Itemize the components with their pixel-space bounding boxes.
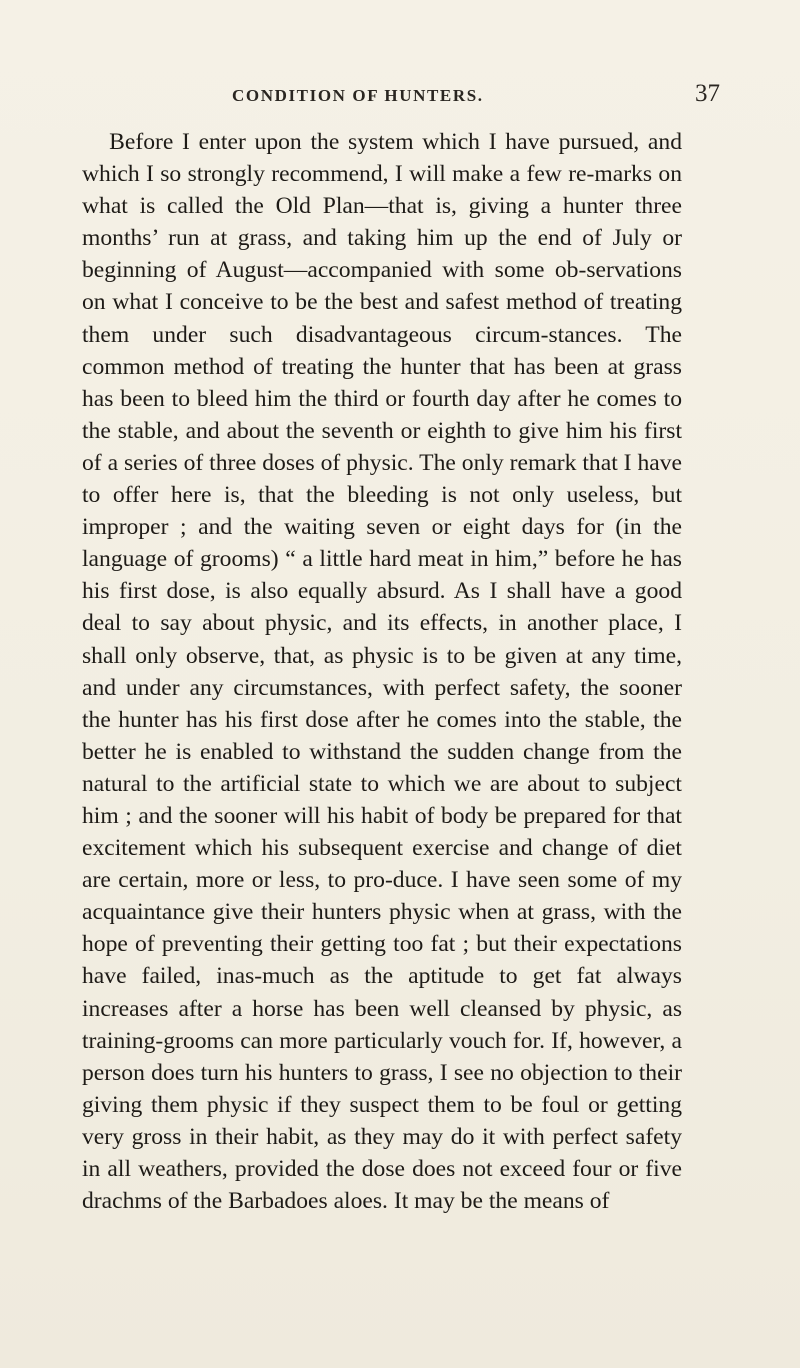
running-title: CONDITION OF HUNTERS. <box>232 86 484 105</box>
body-paragraph: Before I enter upon the system which I have pursued, and which I so strongly recommend, I will make a few re-marks on what is called the Old Plan—that is, giving a hunter three months’ run at grass, and taking him up the end of July or beginning of August—accompanied with some ob-servations on what I conceive to be the best and safest method of treating them under such disadvantageous circum-stances. The common method of treating the hunter that has been at grass has been to bleed him the third or fourth day after he comes to the stable, and about the seventh or eighth to give him his first of a series of three doses of physic. The only remark that I have to offer here is, that the bleeding is not only useless, but improper ; and the waiting seven or eight days for (in the language of grooms) “ a little hard meat in him,” before he has his first dose, is also equally absurd. As I shall have a good deal to say about physic, and its effects, in another place, I shall only observe, that, as physic is to be given at any time, and under any circumstances, with perfect safety, the sooner the hunter has his first dose after he comes into the stable, the better he is enabled to withstand the sudden change from the natural to the artificial state to which we are about to subject him ; and the sooner will his habit of body be prepared for that excitement which his subsequent exercise and change of diet are certain, more or less, to pro-duce. I have seen some of my acquaintance give their hunters physic when at grass, with the hope of preventing their getting too fat ; but their expectations have failed, inas-much as the aptitude to get fat always increases after a horse has been well cleansed by physic, as training-grooms can more particularly vouch for. If, however, a person does turn his hunters to grass, I see no objection to their giving them physic if they suspect them to be foul or getting very gross in their habit, as they may do it with perfect safety in all weathers, provided the dose does not exceed four or five drachms of the Barbadoes aloes. It may be the means of <box>82 129 682 1215</box>
running-head <box>82 80 720 112</box>
page-number: 37 <box>695 80 720 107</box>
